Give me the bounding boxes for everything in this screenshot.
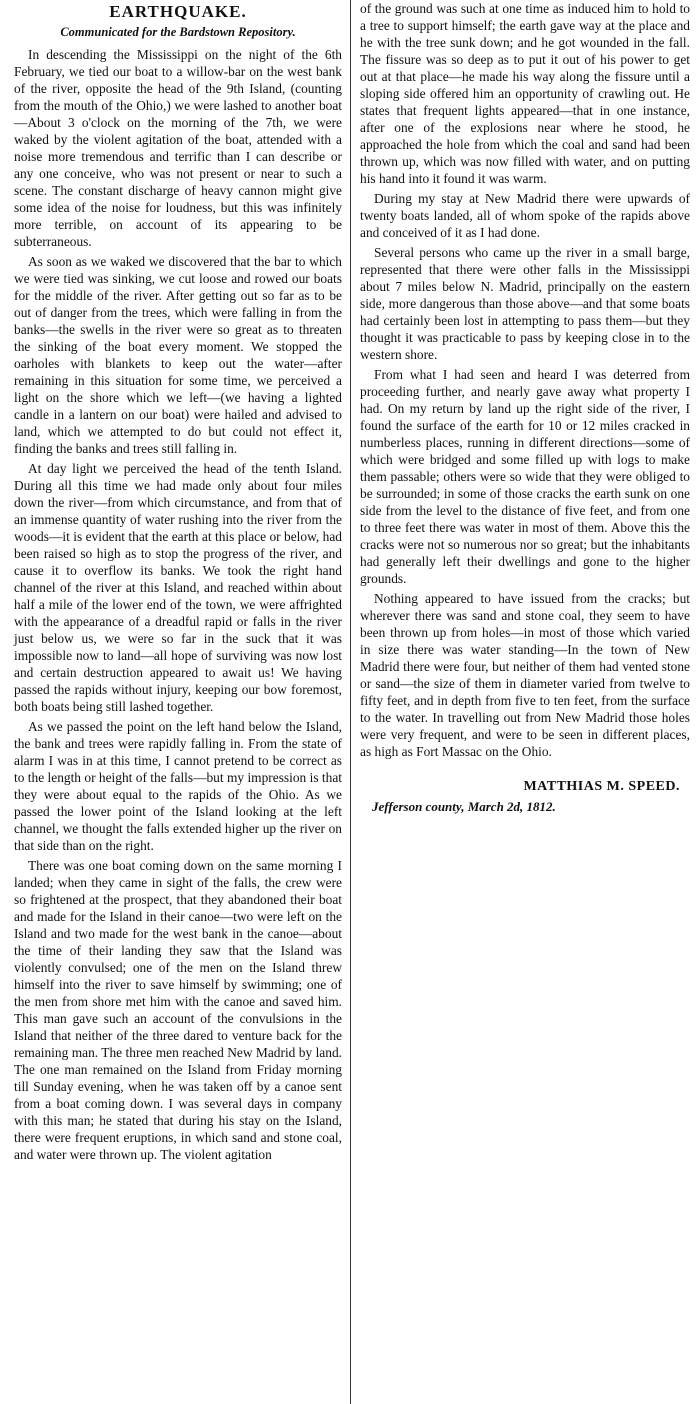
paragraph: Nothing appeared to have issued from the cracks; but wherever there was sand and stone coal, they seem to have been thrown up from holes—in most of those which varied in size there was water standing—In the town of New Madrid there were four, but neither of them had vented stone or sand—the size of them in diameter varied from twelve to fifty feet, and in depth from five to ten feet, from the surface to the water. In travelling out from New Madrid those holes were very frequent, and were to be seen in different places, as high as Fort Massac on the Ohio.	[360, 591, 690, 759]
headline: EARTHQUAKE.	[109, 2, 247, 21]
right-column	[360, 0, 690, 815]
paragraph: As soon as we waked we discovered that the bar to which we were tied was sinking, we cut loose and rowed our boats for the middle of the river. After getting out so far as to be out of danger from the trees, which were falling in from the banks—the swells in the river were so great as to threaten the sinking of the boat every moment. We stopped the oarholes with blankets to keep out the water—after remaining in this situation for some time, we perceived a light on the shore which we left—(we having a lighted candle in a lantern on our boat) were hailed and advised to land, which we attempted to do but could not effect it, finding the banks and trees still falling in.	[14, 254, 342, 456]
paragraph: Several persons who came up the river in a small barge, represented that there were other falls in the Mississippi about 7 miles below N. Madrid, principally on the eastern side, more dangerous than those above—and that some boats had certainly been lost in attempting to pass them—but they thought it was practicable to pass by keeping close in to the western shore.	[360, 245, 690, 362]
paragraph: During my stay at New Madrid there were upwards of twenty boats landed, all of whom spoke of the rapids above and conceived of it as I had done.	[360, 191, 690, 240]
paragraph: of the ground was such at one time as induced him to hold to a tree to support himself; the earth gave way at the place and he with the tree sunk down; and he got wounded in the fall. The fissure was so deep as to put it out of his power to get out at that place—he made his way along the fissure until a sloping side offered him an opportunity of crawling out. He states that frequent lights appeared—that in one instance, after one of the explosions near where he stood, he approached the hole from which the coal and sand had been thrown up, which was now filled with water, and on putting his hand into it found it was warm.	[360, 1, 690, 186]
dateline: Communicated for the Bardstown Repository.	[60, 25, 296, 39]
left-column	[14, 0, 342, 1166]
paragraph: From what I had seen and heard I was deterred from proceeding further, and nearly gave away what property I had. On my return by land up the right side of the river, I found the surface of the earth for 10 or 12 miles cracked in numberless places, running in different directions—some of which were bridged and some filled up with logs to make them passable; others were so wide that they were obliged to be surrounded; in some of those cracks the earth sunk on one side from the level to the distance of five feet, and from one to three feet there was water in most of them. Above this the cracks were not so numerous nor so great; but the inhabitants had generally left their dwellings and gone to the higher grounds.	[360, 367, 690, 586]
paragraph: There was one boat coming down on the same morning I landed; when they came in sight of the falls, the crew were so frightened at the prospect, that they abandoned their boat and made for the Island in their canoe—two were left on the Island and two made for the west bank in the canoe—about the time of their landing they saw that the Island was violently convulsed; one of the men on the Island threw himself into the river to save himself by swimming; one of the men from shore met him with the canoe and saved him. This man gave such an account of the convulsions in the Island that neither of the three dared to venture back for the remaining man. The three men reached New Madrid by land. The one man remained on the Island from Friday morning till Sunday evening, when he was taken off by a canoe sent from a boat coming down. I was several days in company with this man; he stated that during his stay on the Island, there were frequent eruptions, in which sand and stone coal, and water were thrown up. The violent agitation	[14, 858, 342, 1162]
column-divider	[350, 0, 351, 1404]
paragraph: In descending the Mississippi on the night of the 6th February, we tied our boat to a willow-bar on the west bank of the river, opposite the head of the 9th Island, (counting from the mouth of the Ohio,) we were lashed to another boat—About 3 o'clock on the morning of the 7th, we were waked by the violent agitation of the boat, attended with a noise more tremendous and terrific than I can describe or any one conceive, who was not present or near to such a scene. The constant discharge of heavy cannon might give some idea of the noise for loudness, but this was infinitely more terrible, on account of its appearing to be subterraneous.	[14, 47, 342, 249]
paragraph: At day light we perceived the head of the tenth Island. During all this time we had made only about four miles down the river—from which circumstance, and from that of an immense quantity of water rushing into the river from the woods—it is evident that the earth at this place or below, had been raised so high as to stop the progress of the river, and cause it to overflow its banks. We took the right hand channel of the river at this Island, and reached within about half a mile of the lower end of the town, we were affrighted with the appearance of a dreadful rapid or falls in the river just below us, we were so far in the suck that it was impossible now to land—all hope of surviving was now lost and certain destruction appeared to await us! We having passed the rapids without injury, keeping our bow foremost, both boats being still lashed together.	[14, 461, 342, 714]
paragraph: As we passed the point on the left hand below the Island, the bank and trees were rapidly falling in. From the state of alarm I was in at this time, I cannot pretend to be correct as to the length or height of the falls—but my impression is that they were about equal to the rapids of the Ohio. As we passed the lower point of the Island looking at the left channel, we thought the falls extended higher up the river on that side than on the right.	[14, 719, 342, 853]
author-signature: MATTHIAS M. SPEED.	[523, 779, 680, 794]
place-date: Jefferson county, March 2d, 1812.	[372, 799, 556, 814]
